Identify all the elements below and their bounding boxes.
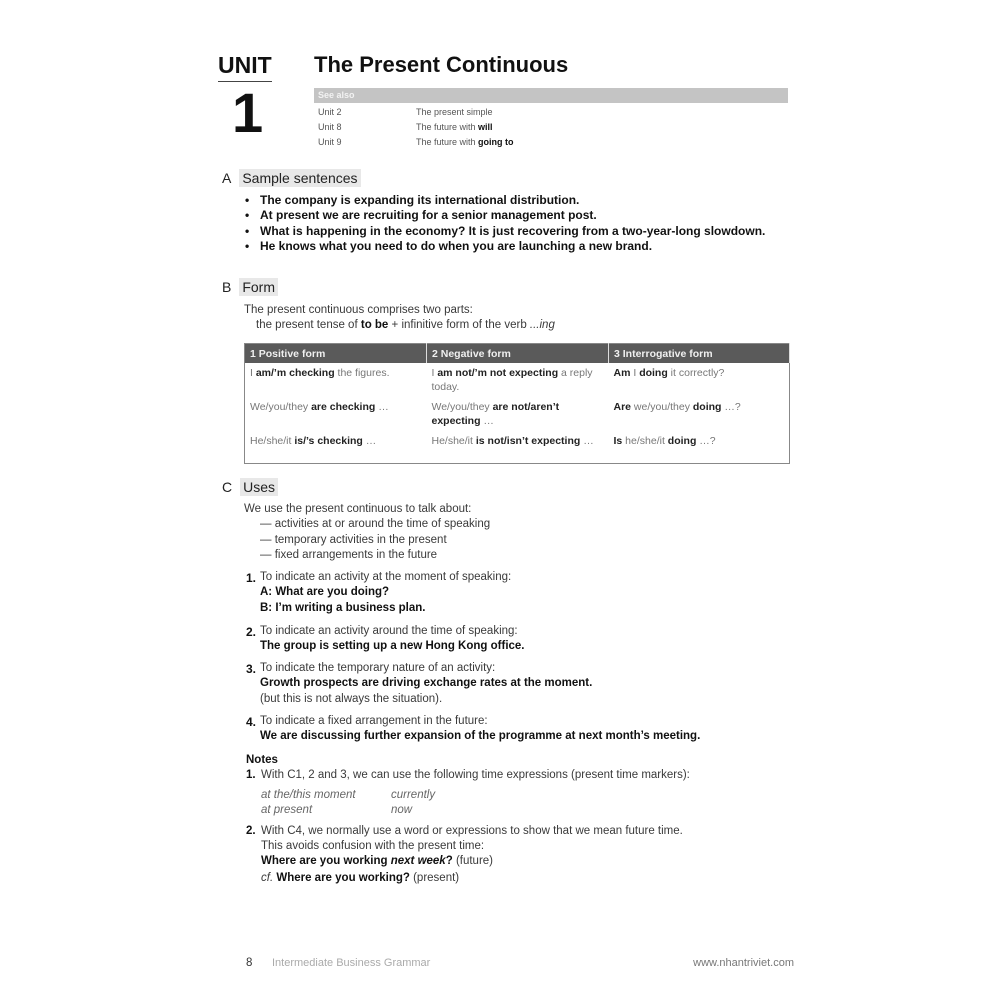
see-also-label: See also	[318, 90, 355, 100]
text-segment: The present simple	[416, 107, 493, 117]
form-intro	[244, 304, 473, 316]
table-cell	[427, 363, 609, 397]
bullet-icon: •	[245, 193, 250, 207]
text-segment: the present tense of	[256, 319, 361, 331]
use-description: To indicate an activity around the time of speaking:	[260, 625, 518, 637]
text-segment: I	[630, 367, 640, 379]
table-cell	[609, 397, 790, 431]
text-segment: + infinitive form of the verb	[388, 319, 530, 331]
form-intro-detail	[256, 319, 555, 331]
text-segment: …	[580, 435, 594, 447]
text-segment: is not/isn’t expecting	[475, 435, 581, 447]
text-segment: The future with	[416, 122, 479, 132]
see-also-unit[interactable]: Unit 2	[318, 107, 342, 117]
text-segment: I	[250, 367, 256, 379]
table-row	[245, 363, 790, 397]
text-segment: I	[431, 367, 438, 379]
use-description: To indicate a fixed arrangement in the future:	[260, 715, 488, 727]
note-example	[261, 872, 459, 884]
see-also-unit[interactable]: Unit 9	[318, 137, 342, 147]
section-title: Form	[239, 278, 278, 296]
section-a-heading	[222, 170, 361, 186]
table-cell	[245, 397, 427, 431]
text-segment: …	[480, 415, 494, 427]
page-number: 8	[246, 957, 253, 969]
text-segment: (future)	[452, 855, 494, 867]
book-title: Intermediate Business Grammar	[272, 957, 431, 969]
time-expression: at the/this moment	[261, 789, 356, 801]
text-segment: cf.	[261, 872, 274, 884]
use-example: Growth prospects are driving exchange rates at the moment.	[260, 677, 593, 690]
use-example: A: What are you doing?	[260, 586, 390, 599]
table-cell	[245, 363, 427, 397]
text-segment: are not/aren’t expecting	[431, 401, 560, 427]
table-cell	[609, 431, 790, 464]
section-letter: C	[222, 479, 233, 495]
use-description: To indicate an activity at the moment of speaking:	[260, 571, 512, 583]
text-segment: will	[478, 122, 493, 132]
text-segment: …	[375, 401, 389, 413]
notes-title: Notes	[246, 754, 278, 766]
time-expression: now	[391, 804, 413, 816]
use-number: 2.	[246, 625, 257, 639]
text-segment: ?	[445, 855, 453, 867]
section-letter: A	[222, 170, 232, 186]
table-cell	[427, 397, 609, 431]
note-text: With C4, we normally use a word or expressions to show that we mean future time.	[261, 825, 683, 837]
uses-dash-item: — temporary activities in the present	[260, 534, 447, 546]
see-also-topic[interactable]	[416, 122, 493, 132]
table-cell	[245, 431, 427, 464]
text-segment: going to	[478, 137, 514, 147]
use-description: To indicate the temporary nature of an activity:	[260, 662, 496, 674]
table-cell	[609, 363, 790, 397]
section-c-heading	[222, 479, 278, 495]
text-segment: We/you/they	[431, 401, 493, 413]
text-segment: he/she/it	[622, 435, 668, 447]
uses-intro: We use the present continuous to talk about:	[244, 503, 472, 515]
sample-sentence: At present we are recruiting for a senior management post.	[260, 208, 597, 223]
text-segment: is/’s checking	[294, 435, 363, 447]
bullet-icon: •	[245, 223, 250, 238]
section-title: Sample sentences	[239, 169, 360, 187]
text-segment: the figures.	[334, 367, 390, 379]
text-segment: Am	[613, 367, 631, 379]
section-b-heading	[222, 279, 278, 295]
use-example: The group is setting up a new Hong Kong office.	[260, 640, 525, 653]
note-example	[261, 855, 493, 867]
uses-dash-item: — fixed arrangements in the future	[260, 549, 438, 561]
text-segment: We/you/they	[250, 401, 312, 413]
use-number: 3.	[246, 662, 257, 676]
text-segment: Are	[613, 401, 632, 413]
section-title: Uses	[240, 478, 278, 496]
text-segment: are checking	[311, 401, 376, 413]
footer-url[interactable]: www.nhantriviet.com	[693, 957, 794, 969]
time-expression: at present	[261, 804, 313, 816]
text-segment: a reply today.	[431, 367, 593, 393]
bullet-icon: •	[245, 238, 250, 253]
unit-number: 1	[232, 81, 264, 144]
use-example: We are discussing further expansion of the programme at next month’s meeting.	[260, 730, 701, 743]
table-header: 2 Negative form	[427, 344, 609, 364]
text-segment: next week	[390, 855, 446, 867]
note-number: 2.	[246, 825, 256, 837]
table-header: 3 Interrogative form	[609, 344, 790, 364]
see-also-topic[interactable]	[416, 137, 514, 147]
text-segment: …?	[696, 435, 716, 447]
see-also-topic[interactable]	[416, 107, 493, 117]
table-cell	[427, 431, 609, 464]
bullet-icon: •	[245, 208, 250, 223]
note-text: With C1, 2 and 3, we can use the following time expressions (present time markers):	[261, 769, 690, 781]
time-expression: currently	[391, 789, 436, 801]
form-table	[244, 343, 790, 464]
note-number: 1.	[246, 769, 256, 781]
use-example: B: I’m writing a business plan.	[260, 601, 426, 614]
text-segment: we/you/they	[631, 401, 693, 413]
uses-dash-item: — activities at or around the time of speaking	[260, 518, 491, 530]
text-segment: …	[362, 435, 377, 447]
text-segment: …?	[721, 401, 741, 413]
text-segment: He/she/it	[250, 435, 295, 447]
text-segment: Where are you working?	[276, 872, 410, 884]
table-header: 1 Positive form	[245, 344, 427, 364]
unit-label: UNIT	[218, 52, 272, 82]
text-segment: He/she/it	[431, 435, 476, 447]
text-segment: doing	[639, 367, 668, 379]
page-title: The Present Continuous	[314, 52, 569, 77]
sample-sentence: He knows what you need to do when you are launching a new brand.	[260, 238, 653, 253]
sample-sentence: What is happening in the economy? It is just recovering from a two-year-long slowdown.	[260, 223, 766, 238]
text-segment: (present)	[409, 872, 460, 884]
use-number: 1.	[246, 571, 257, 585]
section-letter: B	[222, 279, 232, 295]
text-segment: doing	[667, 435, 697, 447]
sample-sentence: The company is expanding its international distribution.	[260, 193, 580, 207]
text-segment: it correctly?	[667, 367, 725, 379]
note-text: This avoids confusion with the present time:	[261, 840, 485, 852]
text-segment: to be	[360, 319, 389, 331]
text-segment: am not/’m not expecting	[437, 367, 559, 379]
text-segment: doing	[692, 401, 722, 413]
text-segment: The present continuous comprises two parts:	[244, 304, 473, 316]
text-segment: The future with	[416, 137, 479, 147]
use-number: 4.	[246, 715, 257, 729]
text-segment: Is	[613, 435, 623, 447]
text-segment: am/’m checking	[255, 367, 335, 379]
table-row	[245, 431, 790, 464]
text-segment: ...ing	[529, 319, 555, 331]
text-segment: Where are you working	[261, 855, 391, 867]
see-also-unit[interactable]: Unit 8	[318, 122, 342, 132]
table-row	[245, 397, 790, 431]
see-also-bar	[314, 88, 788, 103]
use-note: (but this is not always the situation).	[260, 692, 443, 705]
